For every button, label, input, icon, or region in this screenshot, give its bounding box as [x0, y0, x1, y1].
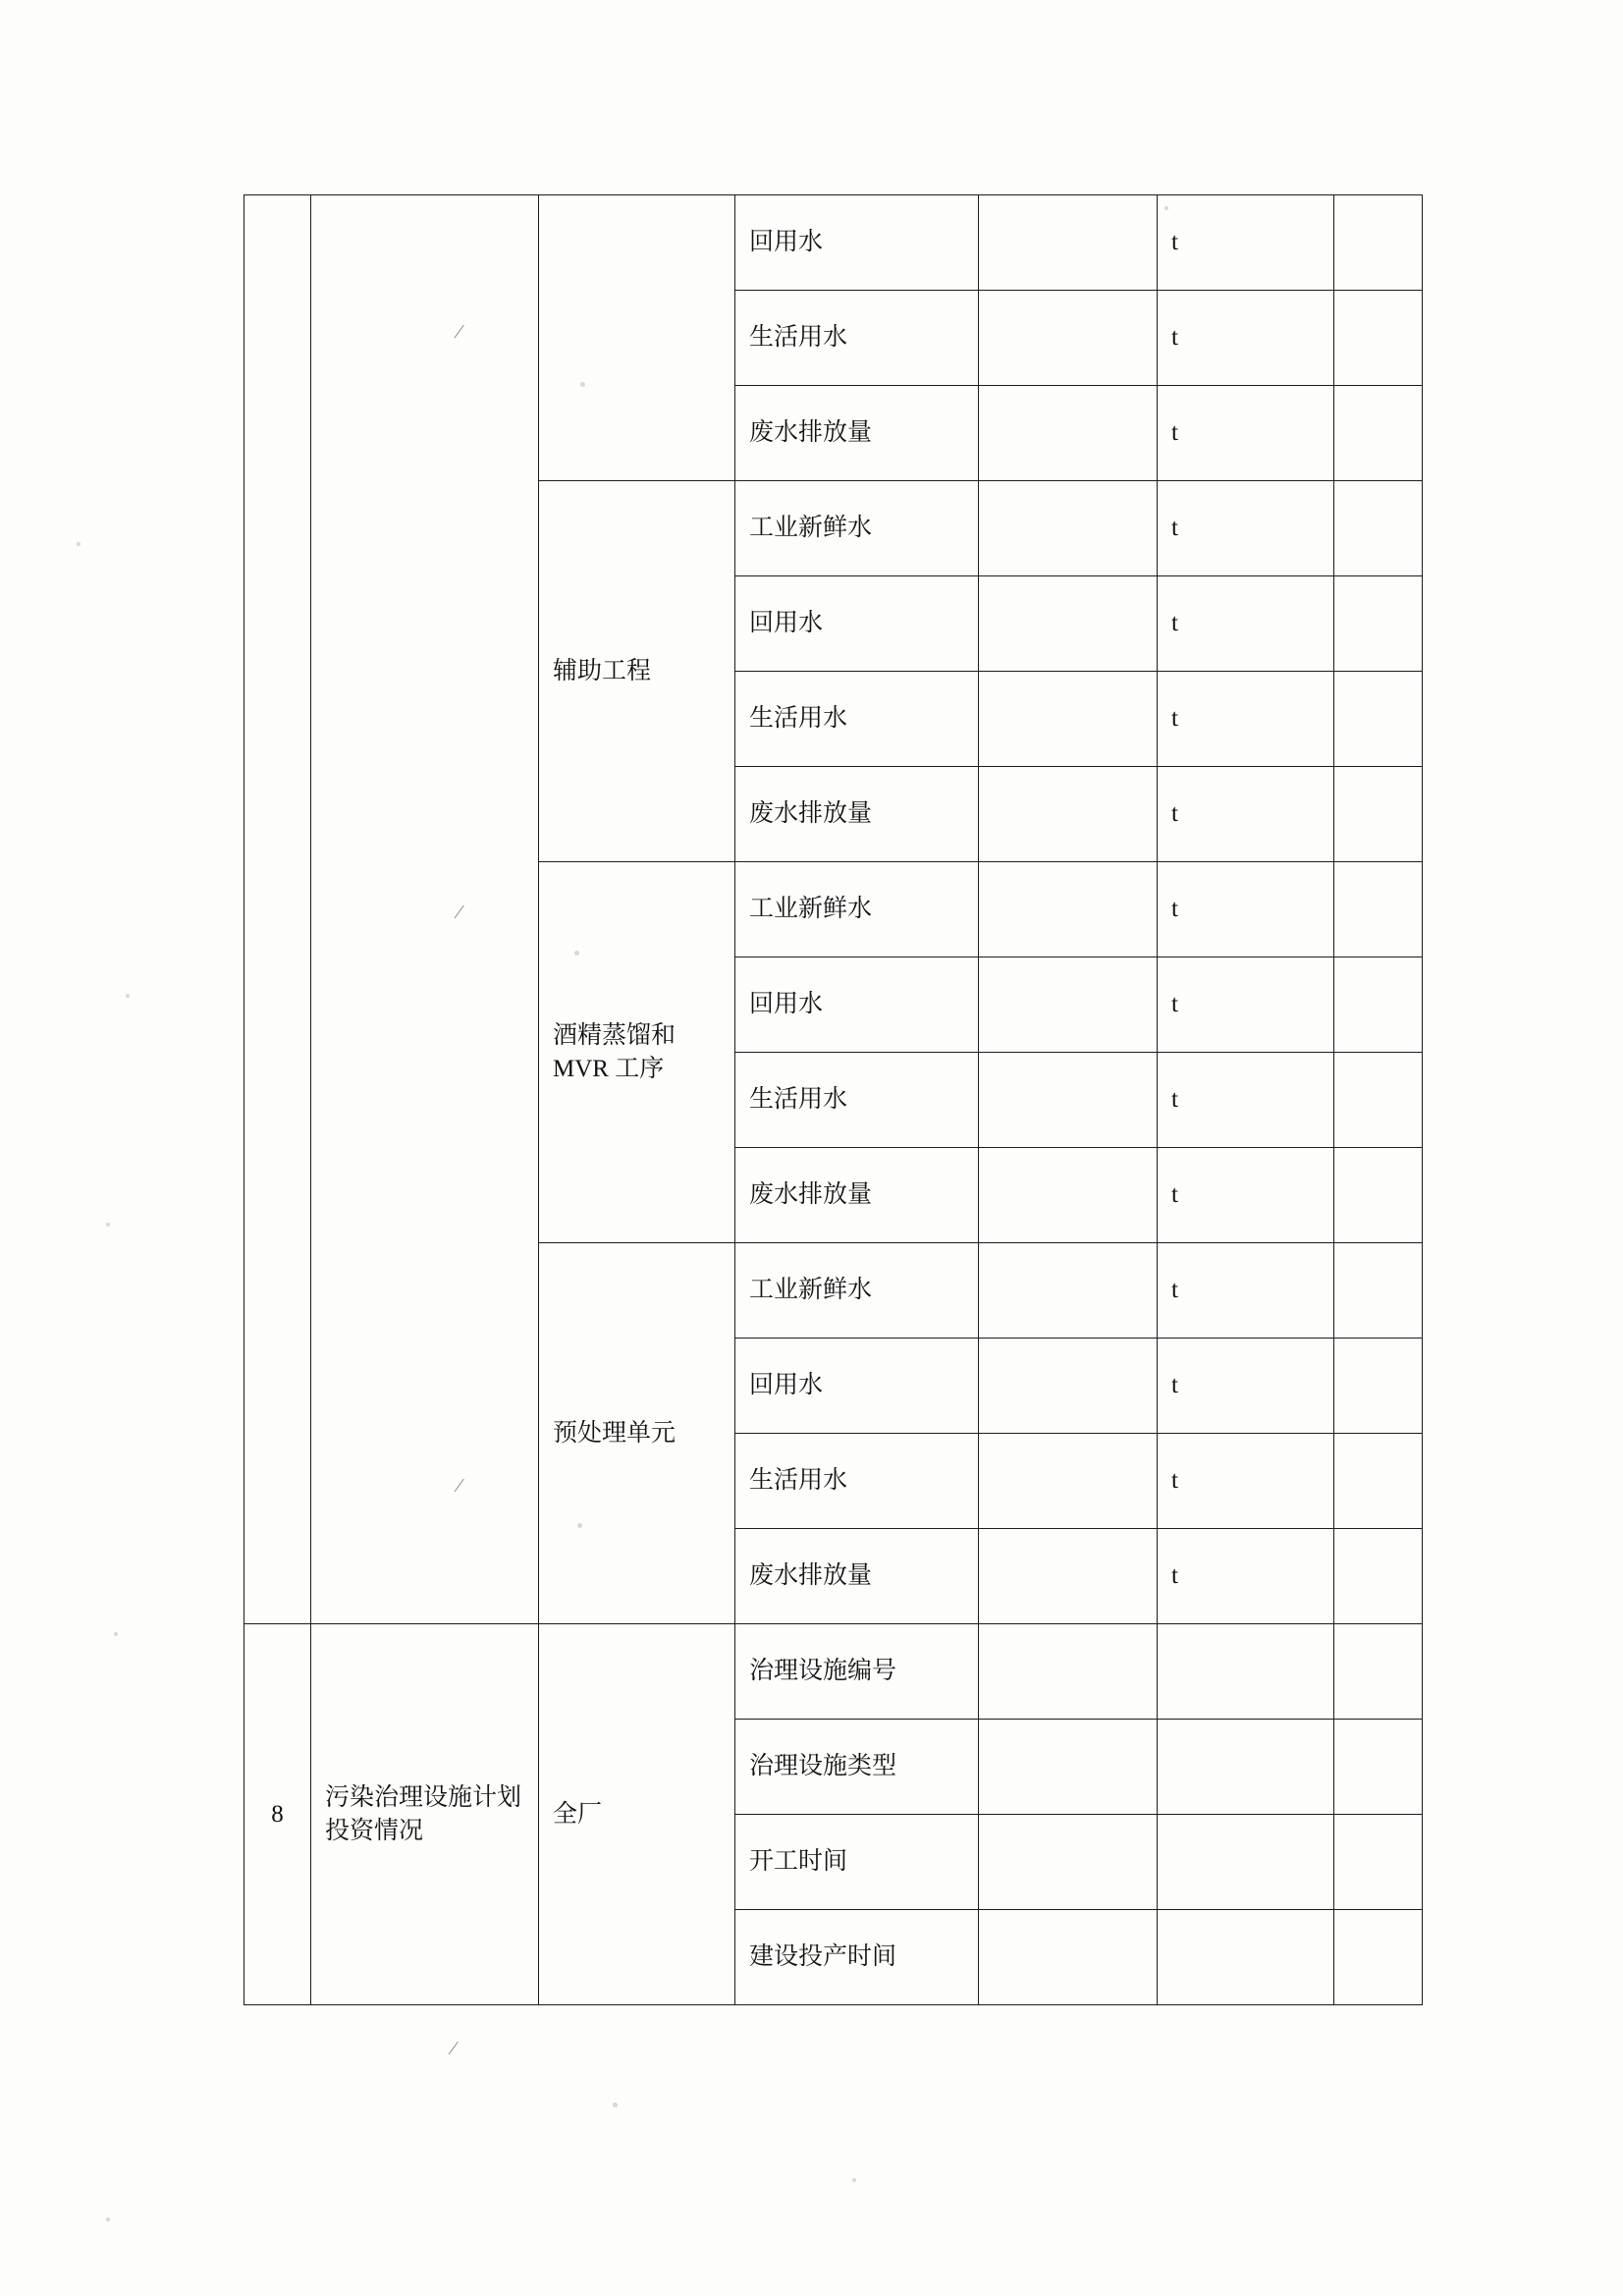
scan-speck — [106, 1223, 110, 1227]
cell-unit: t — [1158, 576, 1334, 672]
cell-note[interactable] — [1334, 767, 1423, 862]
cell-value[interactable] — [979, 1529, 1158, 1624]
cell-value[interactable] — [979, 672, 1158, 767]
scan-speck — [613, 2103, 618, 2107]
cell-note[interactable] — [1334, 862, 1423, 957]
cell-unit-name-mvr: 酒精蒸馏和 MVR 工序 — [539, 862, 735, 1243]
cell-unit: t — [1158, 957, 1334, 1053]
pencil-mark: ⁄ — [458, 321, 461, 343]
cell-item: 回用水 — [735, 195, 979, 291]
cell-row-number — [244, 195, 311, 1624]
cell-item: 废水排放量 — [735, 1529, 979, 1624]
pencil-mark: ⁄ — [452, 2038, 456, 2059]
cell-unit: t — [1158, 1339, 1334, 1434]
cell-note[interactable] — [1334, 291, 1423, 386]
cell-value[interactable] — [979, 767, 1158, 862]
cell-unit: t — [1158, 291, 1334, 386]
cell-value[interactable] — [979, 1339, 1158, 1434]
cell-value[interactable] — [979, 957, 1158, 1053]
cell-row-number-8: 8 — [244, 1624, 311, 2005]
cell-note[interactable] — [1334, 1148, 1423, 1243]
cell-unit-name-whole-plant: 全厂 — [539, 1624, 735, 2005]
cell-item: 建设投产时间 — [735, 1910, 979, 2005]
cell-value[interactable] — [979, 1053, 1158, 1148]
cell-unit[interactable] — [1158, 1910, 1334, 2005]
cell-unit: t — [1158, 672, 1334, 767]
cell-unit: t — [1158, 767, 1334, 862]
cell-value[interactable] — [979, 576, 1158, 672]
cell-item: 治理设施类型 — [735, 1720, 979, 1815]
cell-note[interactable] — [1334, 672, 1423, 767]
cell-item: 废水排放量 — [735, 767, 979, 862]
pencil-mark: ⁄ — [458, 1475, 461, 1497]
table-row — [244, 195, 1423, 291]
cell-item: 废水排放量 — [735, 386, 979, 481]
cell-unit-name-auxiliary: 辅助工程 — [539, 481, 735, 862]
cell-note[interactable] — [1334, 576, 1423, 672]
cell-note[interactable] — [1334, 1339, 1423, 1434]
cell-note[interactable] — [1334, 1815, 1423, 1910]
scan-speck — [852, 2178, 856, 2182]
cell-unit-name — [539, 195, 735, 481]
cell-note[interactable] — [1334, 1910, 1423, 2005]
cell-value[interactable] — [979, 291, 1158, 386]
cell-value[interactable] — [979, 1434, 1158, 1529]
pencil-mark: ⁄ — [458, 902, 461, 923]
cell-item: 生活用水 — [735, 672, 979, 767]
cell-item: 工业新鲜水 — [735, 481, 979, 576]
cell-note[interactable] — [1334, 1434, 1423, 1529]
pollution-discharge-table — [243, 194, 1423, 2005]
scan-speck — [106, 2217, 110, 2221]
cell-value[interactable] — [979, 481, 1158, 576]
table-row — [244, 1624, 1423, 1720]
cell-value[interactable] — [979, 386, 1158, 481]
cell-note[interactable] — [1334, 195, 1423, 291]
cell-unit: t — [1158, 386, 1334, 481]
cell-item: 工业新鲜水 — [735, 1243, 979, 1339]
cell-item: 回用水 — [735, 576, 979, 672]
cell-value[interactable] — [979, 1148, 1158, 1243]
scan-speck — [77, 542, 81, 546]
scan-speck — [114, 1632, 118, 1636]
cell-unit[interactable] — [1158, 1720, 1334, 1815]
cell-item: 生活用水 — [735, 291, 979, 386]
cell-value[interactable] — [979, 1243, 1158, 1339]
cell-unit: t — [1158, 1148, 1334, 1243]
cell-note[interactable] — [1334, 957, 1423, 1053]
cell-unit: t — [1158, 1529, 1334, 1624]
cell-item: 废水排放量 — [735, 1148, 979, 1243]
scan-speck — [126, 994, 130, 998]
cell-note[interactable] — [1334, 1624, 1423, 1720]
cell-value[interactable] — [979, 1815, 1158, 1910]
cell-item: 治理设施编号 — [735, 1624, 979, 1720]
cell-item: 工业新鲜水 — [735, 862, 979, 957]
cell-item: 生活用水 — [735, 1053, 979, 1148]
cell-value[interactable] — [979, 195, 1158, 291]
cell-unit: t — [1158, 862, 1334, 957]
cell-item: 回用水 — [735, 1339, 979, 1434]
cell-value[interactable] — [979, 862, 1158, 957]
cell-unit[interactable] — [1158, 1624, 1334, 1720]
cell-category-investment: 污染治理设施计划投资情况 — [311, 1624, 539, 2005]
cell-item: 回用水 — [735, 957, 979, 1053]
cell-unit[interactable] — [1158, 1815, 1334, 1910]
cell-note[interactable] — [1334, 1243, 1423, 1339]
cell-note[interactable] — [1334, 1053, 1423, 1148]
cell-unit: t — [1158, 1053, 1334, 1148]
cell-unit-name-pretreatment: 预处理单元 — [539, 1243, 735, 1624]
cell-item: 开工时间 — [735, 1815, 979, 1910]
cell-note[interactable] — [1334, 1720, 1423, 1815]
cell-value[interactable] — [979, 1910, 1158, 2005]
cell-item: 生活用水 — [735, 1434, 979, 1529]
cell-unit: t — [1158, 1243, 1334, 1339]
cell-value[interactable] — [979, 1720, 1158, 1815]
cell-unit: t — [1158, 1434, 1334, 1529]
cell-category — [311, 195, 539, 1624]
cell-unit: t — [1158, 195, 1334, 291]
cell-note[interactable] — [1334, 1529, 1423, 1624]
cell-note[interactable] — [1334, 386, 1423, 481]
cell-unit: t — [1158, 481, 1334, 576]
cell-note[interactable] — [1334, 481, 1423, 576]
cell-value[interactable] — [979, 1624, 1158, 1720]
table-body — [244, 195, 1423, 2005]
